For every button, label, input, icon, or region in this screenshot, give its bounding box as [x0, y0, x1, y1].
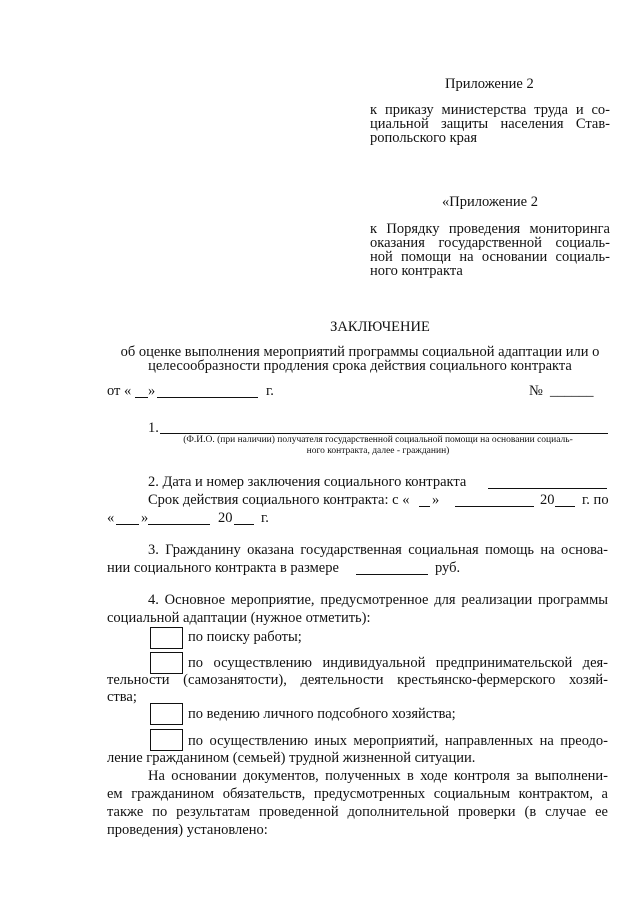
- appendix-title: Приложение 2: [445, 76, 534, 92]
- date-mid: »: [148, 383, 156, 399]
- term-to-year-blank: [234, 524, 254, 525]
- contract-number-blank: [488, 488, 607, 489]
- term-line-text: г. по: [582, 492, 609, 508]
- subtitle-line: об оценке выполнения мероприятий программы социальной адаптации или о: [120, 344, 600, 360]
- date-prefix: от «: [107, 383, 132, 399]
- appendix-title: «Приложение 2: [442, 194, 538, 210]
- date-suffix: г.: [266, 383, 274, 399]
- option-checkbox[interactable]: [150, 627, 183, 649]
- conclusion-line: На основании документов, полученных в ходе контроля за выполнени-: [148, 768, 608, 784]
- subtitle-line: целесообразности продления срока действия социального контракта: [148, 358, 572, 374]
- fio-caption-line: (Ф.И.О. (при наличии) получателя государственной социальной помощи на основании социаль-: [183, 435, 573, 445]
- term-line-text: Срок действия социального контракта: с «: [148, 492, 410, 508]
- option-checkbox[interactable]: [150, 729, 183, 751]
- date-month-blank: [157, 397, 258, 398]
- section-3-line: руб.: [435, 560, 461, 576]
- page-title: ЗАКЛЮЧЕНИЕ: [330, 319, 430, 335]
- amount-blank: [356, 574, 428, 575]
- term-line-text: «: [107, 510, 115, 526]
- option-label: по ведению личного подсобного хозяйства;: [188, 706, 456, 722]
- term-to-day-blank: [116, 524, 139, 525]
- option-checkbox[interactable]: [150, 703, 183, 725]
- option-label: по осуществлению индивидуальной предпринимательской дея-: [188, 655, 608, 671]
- appendix-text-line: ного контракта: [370, 263, 463, 279]
- appendix-text-line: оказания государственной социаль-: [370, 235, 610, 251]
- term-line-text: 20: [218, 510, 233, 526]
- conclusion-line: проведения) установлено:: [107, 822, 268, 838]
- term-line-text: г.: [261, 510, 269, 526]
- appendix-text-line: к Порядку проведения мониторинга: [370, 221, 610, 237]
- section-3-line: 3. Гражданину оказана государственная социальная помощь на основа-: [148, 542, 608, 558]
- appendix-text-line: циальной защиты населения Став-: [370, 116, 610, 132]
- fio-line: [160, 433, 608, 434]
- term-from-month-blank: [455, 506, 534, 507]
- term-to-month-blank: [148, 524, 210, 525]
- option-label: ства;: [107, 689, 137, 705]
- section-1-number: 1.: [148, 420, 159, 436]
- option-label: ление гражданином (семьей) трудной жизненной ситуации.: [107, 750, 476, 766]
- term-from-year-blank: [555, 506, 575, 507]
- option-label: по осуществлению иных мероприятий, направленных на преодо-: [188, 733, 608, 749]
- appendix-text-line: к приказу министерства труда и со-: [370, 102, 610, 118]
- term-line-text: »: [432, 492, 440, 508]
- section-4-line: 4. Основное мероприятие, предусмотренное для реализации программы: [148, 592, 608, 608]
- term-line-text: 20: [540, 492, 555, 508]
- date-day-blank: [135, 397, 148, 398]
- appendix-text-line: ропольского края: [370, 130, 478, 146]
- conclusion-line: ем гражданином обязательств, предусмотренных социальным контрактом, а: [107, 786, 608, 802]
- number-label: №: [529, 383, 543, 399]
- fio-caption-line: ного контракта, далее - гражданин): [306, 446, 450, 456]
- term-line-text: »: [141, 510, 149, 526]
- section-3-line: нии социального контракта в размере: [107, 560, 339, 576]
- section-4-line: социальной адаптации (нужное отметить):: [107, 610, 371, 626]
- conclusion-line: также по результатам проведенной дополнительной проверки (в случае ее: [107, 804, 608, 820]
- term-from-day-blank: [419, 506, 430, 507]
- number-blank: ______: [550, 383, 594, 399]
- appendix-text-line: ной помощи на основании социаль-: [370, 249, 610, 265]
- option-label: по поиску работы;: [188, 629, 302, 645]
- section-2-line: 2. Дата и номер заключения социального контракта: [148, 474, 467, 490]
- option-checkbox[interactable]: [150, 652, 183, 674]
- option-label: тельности (самозанятости), деятельности крестьянско-фермерского хозяй-: [107, 672, 608, 688]
